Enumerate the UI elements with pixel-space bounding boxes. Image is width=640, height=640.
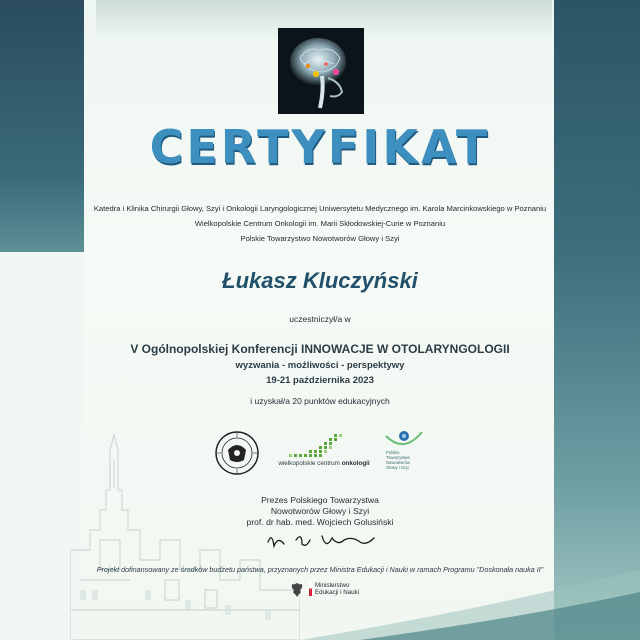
oncology-centre-logo-text xyxy=(272,460,376,467)
society-logo-line: Polskie xyxy=(386,450,400,455)
brain-scan-image xyxy=(278,28,364,114)
ministry-name xyxy=(315,582,359,596)
ministry-name-line1: Ministerstwo xyxy=(315,582,350,589)
recipient-name: Łukasz Kluczyński xyxy=(222,268,418,293)
society-logo xyxy=(384,428,424,452)
eagle-emblem-icon xyxy=(289,581,305,599)
conference-name: V Ogólnopolskiej Konferencji INNOWACJE W OTOLARYNGOLOGII xyxy=(130,342,510,356)
bottom-swoosh xyxy=(300,570,640,640)
signatory-role-line2: Nowotworów Głowy i Szyi xyxy=(270,506,370,516)
society-logo-line: Towarzystwo xyxy=(386,455,410,460)
ministry-flag-mark xyxy=(309,581,312,596)
signatory-role-line1: Prezes Polskiego Towarzystwa xyxy=(261,495,379,505)
conference-subtitle: wyzwania - możliwości - perspektywy xyxy=(235,360,405,371)
society-logo-line: Nowotworów xyxy=(386,460,410,465)
signatory-name: prof. dr hab. med. Wojciech Golusiński xyxy=(246,517,394,527)
organizer-society: Polskie Towarzystwo Nowotworów Głowy i Szyi xyxy=(240,234,400,243)
funding-note: Projekt dofinansowany ze środków budżetu państwa, przyznanych przez Ministra Edukacji i Nauki w ramach Programu "Doskonała nauka II" xyxy=(96,565,544,574)
handwritten-signature xyxy=(262,528,382,554)
oncology-logo-text-prefix: wielkopolskie centrum xyxy=(278,460,342,467)
organizer-university: Katedra i Klinika Chirurgii Głowy, Szyi i Onkologii Laryngologicznej Uniwersytetu Medycznego im. Karola Marcinkowskiego w Poznaniu xyxy=(93,204,547,213)
ministry-name-line2: Edukacji i Nauki xyxy=(315,589,360,596)
society-logo-text xyxy=(386,450,436,470)
certificate-title: CERTYFIKAT xyxy=(149,120,491,174)
university-seal-logo xyxy=(214,430,260,476)
oncology-logo-text-bold: onkologii xyxy=(341,460,370,467)
society-logo-line: Głowy i Szyi xyxy=(386,465,409,470)
conference-dates: 19-21 października 2023 xyxy=(266,375,374,386)
participation-text: uczestniczył/a w xyxy=(289,314,351,324)
organizer-oncology-centre: Wielkopolskie Centrum Onkologii im. Marii Skłodowskiej-Curie w Poznaniu xyxy=(194,219,446,228)
education-points: i uzyskał/a 20 punktów edukacyjnych xyxy=(250,396,390,406)
